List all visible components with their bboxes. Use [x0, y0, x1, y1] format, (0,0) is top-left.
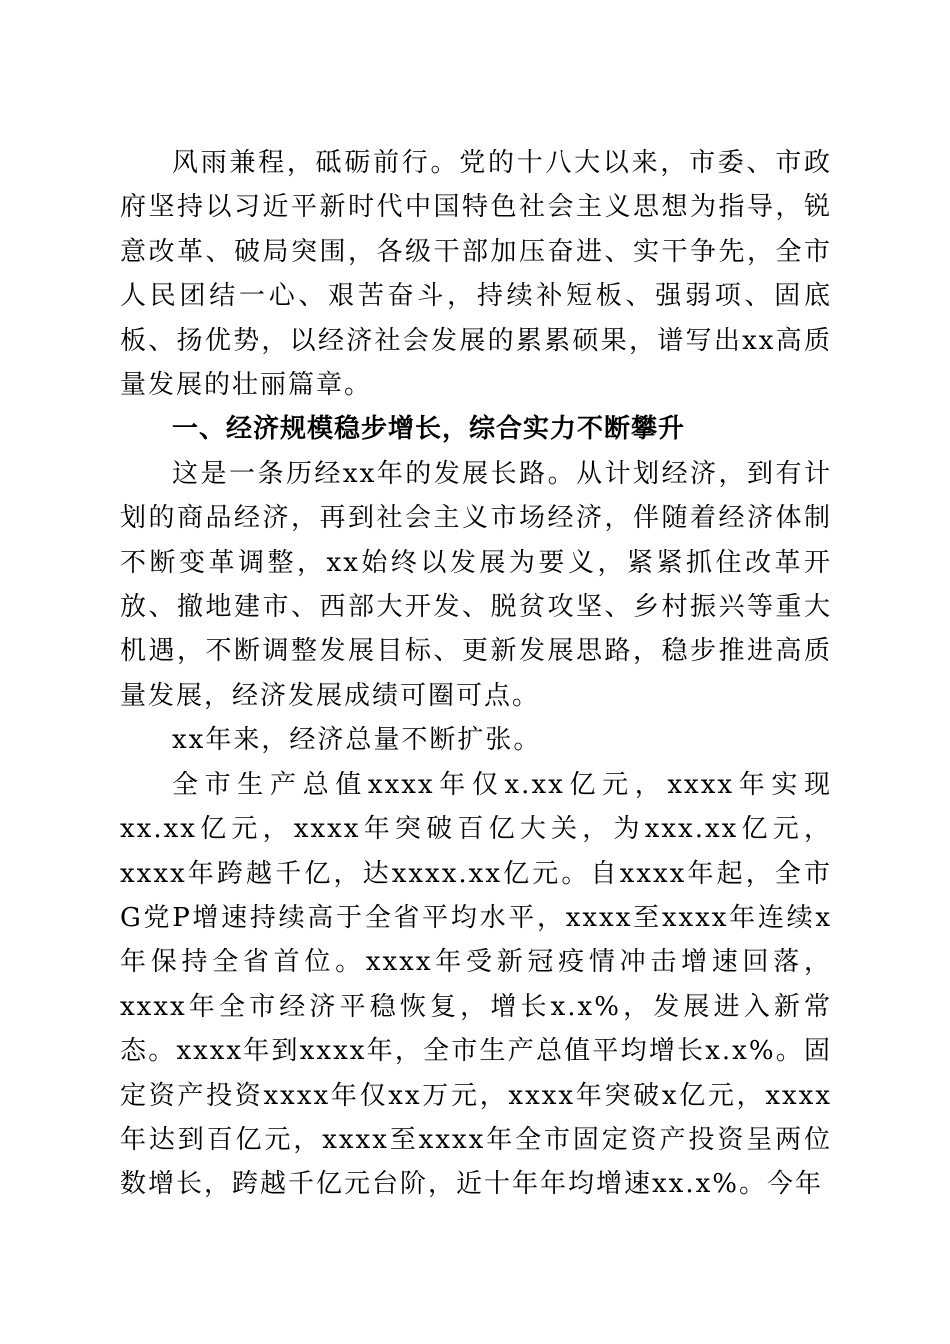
paragraph-gdp-statistics: 全市生产总值xxxx年仅x.xx亿元，xxxx年实现xx.xx亿元，xxxx年突破百亿大关，为xxx.xx亿元，xxxx年跨越千亿，达xxxx.xx亿元。自xxxx年起，全市G党P增速持续高于全省平均水平，xxxx至xxxx年连续x年保持全省首位。xxxx年受新冠疫情冲击增速回落，xxxx年全市经济平稳恢复，增长x.x%，发展进入新常态。xxxx年到xxxx年，全市生产总值平均增长x.x%。固定资产投资xxxx年仅xx万元，xxxx年突破x亿元，xxxx年达到百亿元，xxxx至xxxx年全市固定资产投资呈两位数增长，跨越千亿元台阶，近十年年均增速xx.x%。今年 — [120, 769, 832, 1200]
section-heading-1: 一、经济规模稳步增长，综合实力不断攀升 — [172, 414, 686, 445]
document-body — [120, 141, 832, 1207]
paragraph-economic-expansion: xx年来，经济总量不断扩张。 — [172, 725, 542, 756]
paragraph-intro: 风雨兼程，砥砺前行。党的十八大以来，市委、市政府坚持以习近平新时代中国特色社会主义思想为指导，锐意改革、破局突围，各级干部加压奋进、实干争先，全市人民团结一心、艰苦奋斗，持续补短板、强弱项、固底板、扬优势，以经济社会发展的累累硕果，谱写出xx高质量发展的壮丽篇章。 — [120, 148, 832, 401]
paragraph-development-path: 这是一条历经xx年的发展长路。从计划经济，到有计划的商品经济，再到社会主义市场经济，伴随着经济体制不断变革调整，xx始终以发展为要义，紧紧抓住改革开放、撤地建市、西部大开发、脱贫攻坚、乡村振兴等重大机遇，不断调整发展目标、更新发展思路，稳步推进高质量发展，经济发展成绩可圈可点。 — [120, 458, 832, 711]
